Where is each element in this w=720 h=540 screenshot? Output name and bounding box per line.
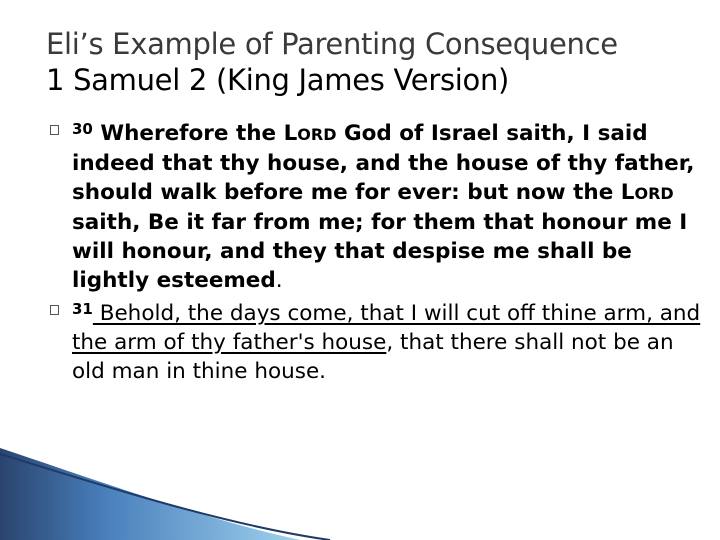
verse-text-segment: Wherefore the L [92,121,298,146]
verse-text-period: . [275,268,283,293]
small-caps-lord: ORD [634,184,674,203]
verse-text-segment: God of Israel saith, I said indeed that thy house, and the house of thy father, should walk before me for ever: but now the L [72,121,695,205]
verse-number: 31 [72,300,93,318]
verse-underlined-text: Behold, the days come, that I will cut off thine arm, and the arm of thy father's house [72,301,701,355]
verse-number: 30 [72,120,93,138]
verse-item-31 [46,295,706,386]
verse-31-text [72,295,706,386]
decorative-swoosh [0,448,720,540]
slide-title-line1: Eli’s Example of Parenting Consequence [46,27,618,61]
slide-title-line2: 1 Samuel 2 (King James Version) [46,63,510,97]
verse-text-segment: saith, Be it far from me; for them that honour me I will honour, and they that despise me shall be lightly esteemed [72,210,688,293]
verse-30-text [72,115,706,295]
bullet-marker-icon [50,125,59,135]
slide-title [46,26,706,98]
verse-text-segment: , that there shall not be an old man in thine house. [72,330,674,384]
small-caps-lord: ORD [297,125,337,144]
verse-list [46,115,706,386]
verse-item-30 [46,115,706,295]
bullet-marker-icon [50,305,59,315]
